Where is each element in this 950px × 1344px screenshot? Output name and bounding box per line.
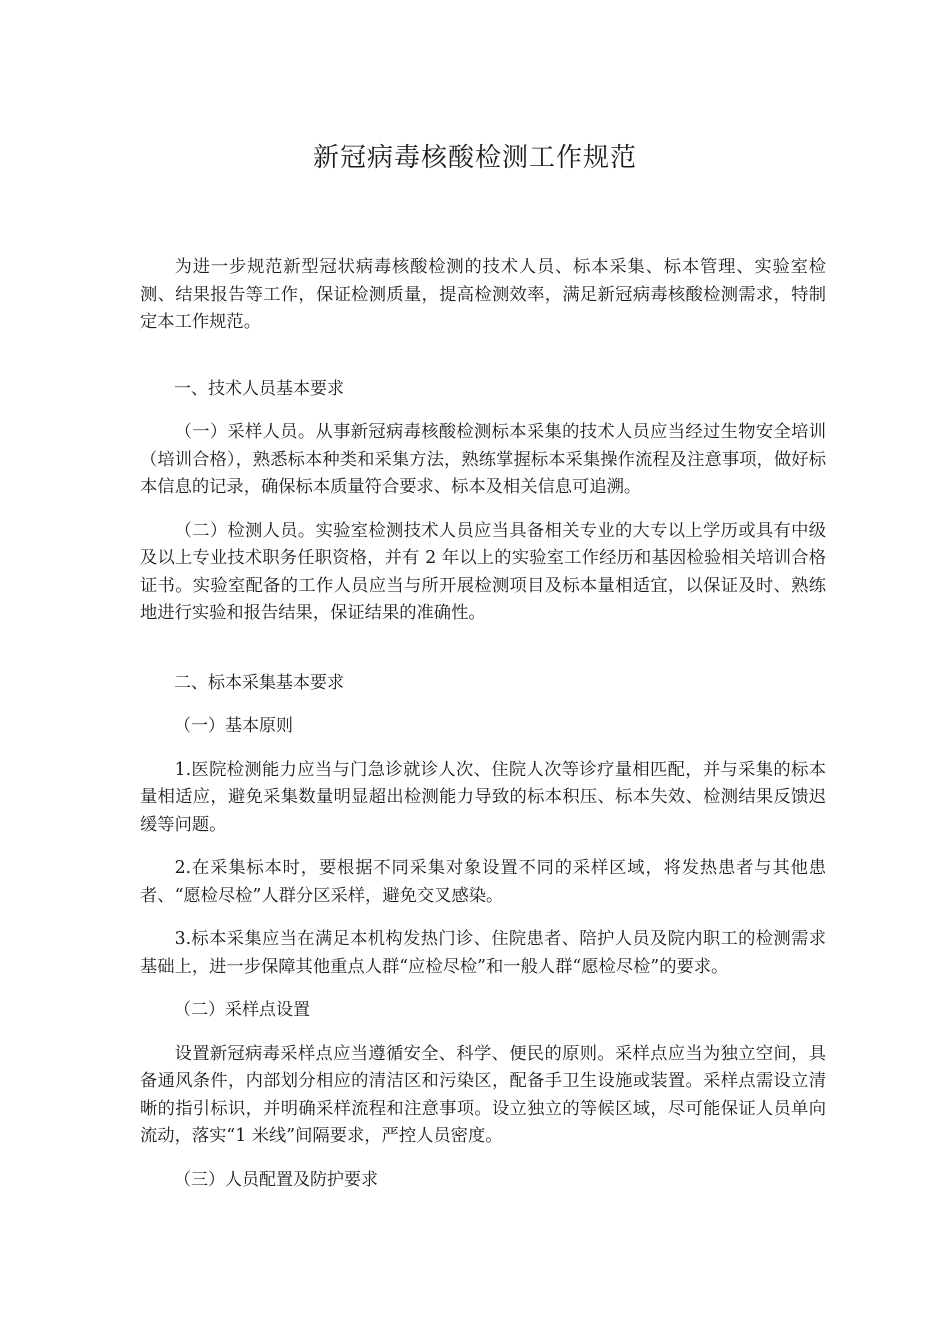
section-2-sub-3-heading: （三）人员配置及防护要求 — [174, 1169, 378, 1190]
section-2-sub-1-paragraph-3: 3.标本采集应当在满足本机构发热门诊、住院患者、陪护人员及院内职工的检测需求基础上，进一步保障其他重点人群“应检尽检”和一般人群“愿检尽检”的要求。 — [140, 929, 826, 977]
section-1-heading: 一、技术人员基本要求 — [174, 378, 344, 399]
document-body — [140, 254, 826, 1194]
section-2-sub-1-paragraph-1: 1.医院检测能力应当与门急诊就诊人次、住院人次等诊疗量相匹配，并与采集的标本量相适应，避免采集数量明显超出检测能力导致的标本积压、标本失效、检测结果反馈迟缓等问题。 — [140, 759, 826, 835]
section-2-sub-1-paragraph-2: 2.在采集标本时，要根据不同采集对象设置不同的采样区域，将发热患者与其他患者、“愿检尽检”人群分区采样，避免交叉感染。 — [140, 858, 826, 906]
section-2-sub-1-heading: （一）基本原则 — [174, 716, 293, 736]
section-2-heading: 二、标本采集基本要求 — [174, 672, 344, 693]
section-1-item-2: （二）检测人员。实验室检测技术人员应当具备相关专业的大专以上学历或具有中级及以上专业技术职务任职资格，并有 2 年以上的实验室工作经历和基因检验相关培训合格证书。实验室配备的工作人员应当与所开展检测项目及标本量相适宜，以保证及时、熟练地进行实验和报告结果，保证结果的准确性。 — [140, 520, 826, 623]
document-title: 新冠病毒核酸检测工作规范 — [312, 143, 637, 173]
section-2-sub-2-heading: （二）采样点设置 — [174, 1000, 310, 1020]
section-2-sub-2-paragraph-1: 设置新冠病毒采样点应当遵循安全、科学、便民的原则。采样点应当为独立空间，具备通风条件，内部划分相应的清洁区和污染区，配备手卫生设施或装置。采样点需设立清晰的指引标识，并明确采样流程和注意事项。设立独立的等候区域，尽可能保证人员单向流动，落实“1 米线”间隔要求，严控人员密度。 — [140, 1043, 826, 1146]
section-1-item-1: （一）采样人员。从事新冠病毒核酸检测标本采集的技术人员应当经过生物安全培训（培训合格），熟悉标本种类和采集方法，熟练掌握标本采集操作流程及注意事项，做好标本信息的记录，确保标本质量符合要求、标本及相关信息可追溯。 — [140, 422, 826, 497]
intro-paragraph: 为进一步规范新型冠状病毒核酸检测的技术人员、标本采集、标本管理、实验室检测、结果报告等工作，保证检测质量，提高检测效率，满足新冠病毒核酸检测需求，特制定本工作规范。 — [140, 257, 826, 332]
